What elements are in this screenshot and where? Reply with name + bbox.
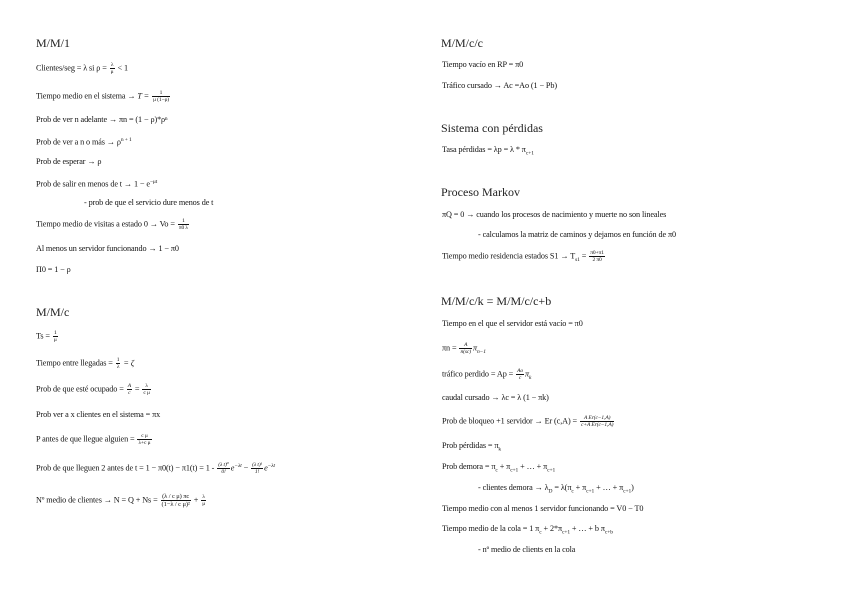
fraction-entre: $\frac{1}{\lambda}$ bbox=[116, 357, 120, 370]
line-tiempo-vacio-rp: Tiempo vacío en RP = π0 bbox=[442, 60, 524, 69]
line-visitas-estado0: Tiempo medio de visitas a estado 0 → Vo = $\frac{1}{\pi 0 \lambda}$ bbox=[36, 218, 188, 231]
heading-mmc: M/M/c bbox=[36, 305, 70, 319]
line-calculamos: - calculamos la matriz de caminos y dejamos en función de π0 bbox=[478, 230, 676, 239]
fraction-tiempo: $\frac{1}{\mu (1-\rho)}$ bbox=[153, 90, 169, 103]
line-clientes-demora: - clientes demora → $\lambda_D = \lambda(\pi_c + \pi_{c+1}$ + … + $\pi_{c+1}$) bbox=[478, 483, 634, 495]
line-residencia: Tiempo medio residencia estados $S1 \to T_{s1}$ = $\frac{\pi 0+\pi 1}{2 \pi 0}$ bbox=[442, 250, 604, 264]
line-trafico-cursado: Tráfico cursado → Ac =Ao (1 − Pb) bbox=[442, 81, 558, 90]
line-n-medio-clientes: Nº medio de clientes → N = Q + Ns = $\frac{\text{(λ / c μ) πc}}{\text{(1−λ / c μ)²}}$ + $\frac{\lambda}{\mu}$ bbox=[36, 493, 206, 508]
line-pi-n: πn = $\frac{A}{n(sc)}$ $\pi_{n-1}$ bbox=[442, 342, 486, 356]
line-servidor-vacio: Tiempo en el que el servidor está vacío = π0 bbox=[442, 319, 583, 328]
line-prob-perdidas: Prob pérdidas = $\pi_k$ bbox=[442, 441, 502, 453]
line-ts: Ts = $\frac{1}{\mu}$ bbox=[36, 330, 57, 343]
line-clientes-seg: Clientes/seg = λ si ρ = $\frac{\lambda}{\mu}$ < 1 bbox=[36, 62, 128, 75]
heading-mm1: M/M/1 bbox=[36, 36, 71, 50]
line-prob-bloqueo: Prob de bloqueo +1 servidor → Er (c,A) = $\frac{\text{A Er(c−1,A)}}{\text{c+A Er(c−1,A)}}$ bbox=[442, 415, 614, 428]
fraction-n-medio-2: $\frac{\lambda}{\mu}$ bbox=[202, 494, 206, 507]
line-p-antes: P antes de que llegue alguien = $\frac{\text{c μ}}{\text{λ+c μ}}$ bbox=[36, 433, 151, 446]
heading-sistema-perdidas: Sistema con pérdidas bbox=[441, 121, 543, 135]
line-tiempo-cola: Tiempo medio de la cola = 1 $\pi_c + 2*\pi_{c+1}$ + … + b $\pi_{c+b}$ bbox=[442, 524, 613, 536]
heading-mmcc: M/M/c/c bbox=[441, 36, 483, 50]
line-prob-esperar: Prob de esperar → ρ bbox=[36, 157, 102, 166]
fraction-lleguen-2: $\frac{\text{(λ t)¹}}{1!}$ bbox=[252, 462, 263, 476]
line-prob-salir-note: - prob de que el servicio dure menos de t bbox=[84, 198, 214, 207]
line-prob-demora: Prob demora = $\pi_c + \pi_{c+1}$ + … + $\pi_{c+1}$ bbox=[442, 462, 556, 474]
fraction-trafico-perdido: $\frac{Ao}{c}$ bbox=[517, 368, 524, 381]
line-prob-salir: Prob de salir en menos de $t \to 1 - e^{-\mu t}$ bbox=[36, 179, 158, 189]
heading-proceso-markov: Proceso Markov bbox=[441, 185, 520, 199]
fraction-visitas: $\frac{1}{\pi 0 \lambda}$ bbox=[178, 218, 188, 231]
fraction-pi-n: $\frac{A}{n(sc)}$ bbox=[460, 342, 471, 355]
line-n-medio-cola: - nº medio de clients en la cola bbox=[478, 545, 576, 554]
fraction-ocupado-b: $\frac{\lambda}{\text{c μ}}$ bbox=[143, 383, 150, 396]
fraction-lambda-mu: $\frac{\lambda}{\mu}$ bbox=[110, 62, 114, 75]
fraction-ts: $\frac{1}{\mu}$ bbox=[53, 330, 57, 343]
line-ver-x-clientes: Prob ver a x clientes en el sistema = πx bbox=[36, 410, 161, 419]
fraction-residencia: $\frac{\pi 0+\pi 1}{2 \pi 0}$ bbox=[590, 250, 604, 263]
fraction-p-antes: $\frac{\text{c μ}}{\text{λ+c μ}}$ bbox=[138, 433, 151, 446]
line-trafico-perdido: tráfico perdido = Ap = $\frac{Ao}{c}$ $\pi_k$ bbox=[442, 368, 532, 382]
line-tiempo-medio-sistema: Tiempo medio en el sistema → T = $\frac{1}{\mu (1-\rho)}$ bbox=[36, 90, 169, 103]
line-prob-delante: Prob de ver n adelante → πn = (1 − ρ)*ρⁿ bbox=[36, 115, 168, 124]
line-prob-ocupado: Prob de que esté ocupado = $\frac{A}{c}$ = $\frac{\lambda}{\text{c μ}}$ bbox=[36, 383, 150, 396]
fraction-n-medio: $\frac{\text{(λ / c μ) πc}}{\text{(1−λ / c μ)²}}$ bbox=[161, 493, 190, 508]
line-pi0: Π0 = 1 − ρ bbox=[36, 265, 71, 274]
line-prob-no-mas: Prob de ver a n o más → $\rho^{n + 1}$ bbox=[36, 137, 132, 147]
fraction-ocupado-a: $\frac{A}{c}$ bbox=[127, 383, 131, 396]
heading-mmck: M/M/c/k = M/M/c/c+b bbox=[441, 294, 552, 308]
line-prob-lleguen: Prob de que lleguen 2 antes de t = 1 − π0(t) − π1(t) = 1 - $\frac{\text{(λ t)⁰}}{0!}$ $e^{-\lambda t}$ − $\frac{\text{(λ t)¹}}{1!}$ $e^{-\lambda t}$ bbox=[36, 462, 275, 476]
line-al-menos-servidor: Al menos un servidor funcionando → 1 − π0 bbox=[36, 244, 179, 253]
line-tasa-perdidas: Tasa pérdidas = $\lambda p = \lambda * \pi_{c+1}$ bbox=[442, 145, 534, 157]
fraction-bloqueo: $\frac{\text{A Er(c−1,A)}}{\text{c+A Er(c−1,A)}}$ bbox=[581, 415, 614, 428]
line-entre-llegadas: Tiempo entre llegadas = $\frac{1}{\lambda}$ = ζ bbox=[36, 357, 134, 370]
line-al-menos-1-servidor: Tiempo medio con al menos 1 servidor funcionando = V0 − T0 bbox=[442, 504, 644, 513]
fraction-lleguen-1: $\frac{\text{(λ t)⁰}}{0!}$ bbox=[218, 462, 229, 476]
line-caudal-cursado: caudal cursado → λc = λ (1 − πk) bbox=[442, 393, 549, 402]
line-piq: πQ = 0 → cuando los procesos de nacimiento y muerte no son lineales bbox=[442, 210, 667, 219]
